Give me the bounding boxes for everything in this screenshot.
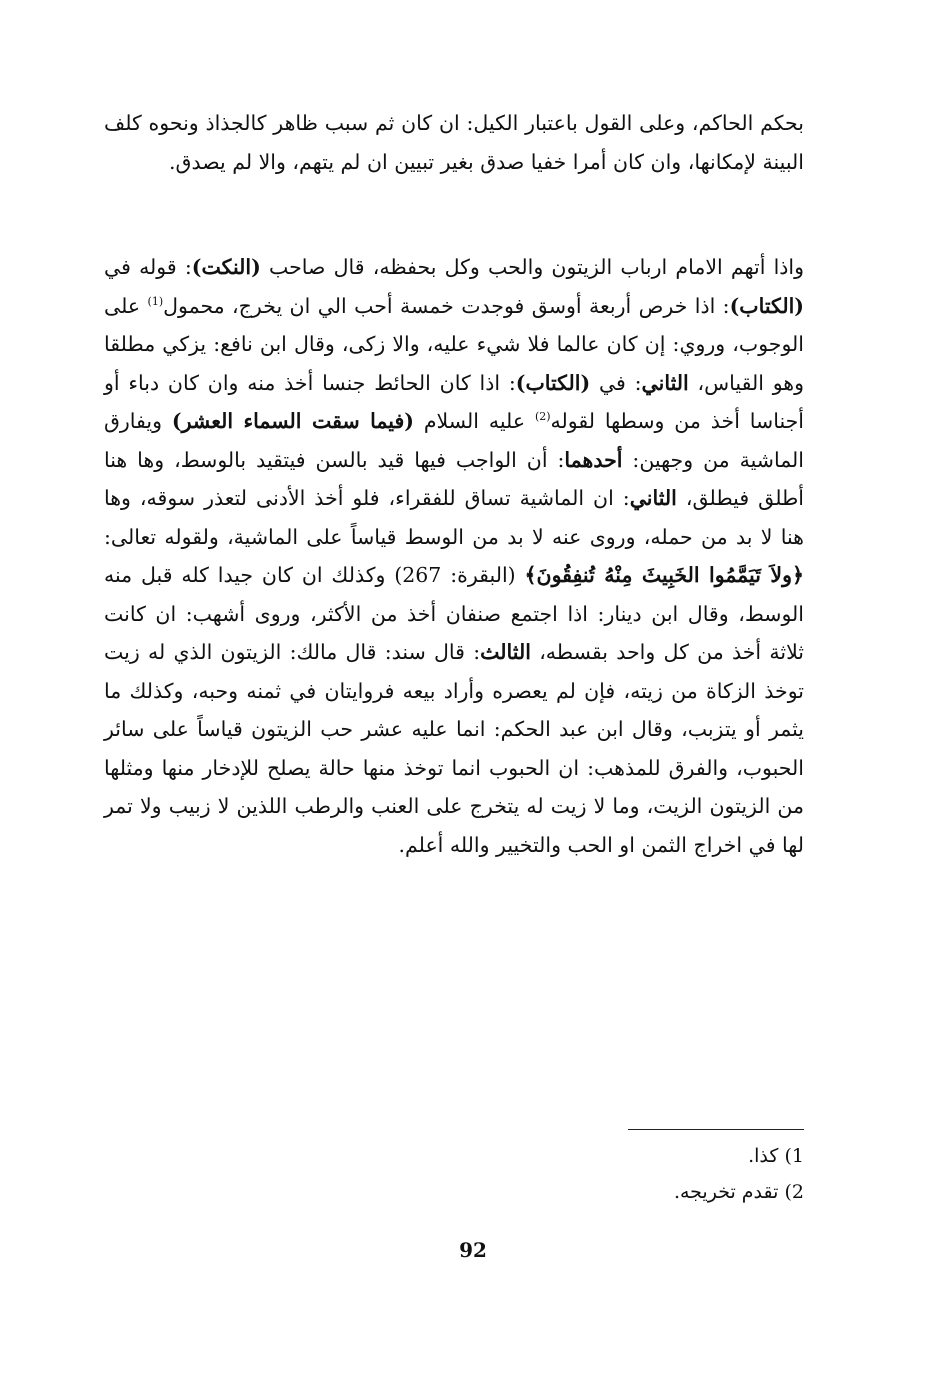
- paragraph-2-segment: عليه السلام: [413, 409, 535, 433]
- paragraph-2-segment: : في: [590, 370, 642, 395]
- footnote-separator: [628, 1129, 804, 1130]
- footnote-2: [674, 1177, 804, 1207]
- paragraph-2-segment: واذا أتهم الامام ارباب الزيتون والحب وكل بحفظه، قال صاحب: [260, 255, 804, 279]
- paragraph-2-segment: على الوجوب، وروي: إن كان عالما فلا شيء عليه، والا زكى، وقال ابن نافع: يزكي مطلقا وهو القياس،: [104, 293, 804, 395]
- footnote-1: [748, 1141, 804, 1171]
- paragraph-2-segment: (2): [534, 410, 551, 424]
- footnote-2-number: 2): [784, 1181, 804, 1203]
- paragraph-2-segment: الثاني: [629, 486, 677, 510]
- paragraph-2-segment: أحدهما: [564, 447, 623, 472]
- paragraph-2-segment: ويفارق الماشية من وجهين:: [104, 409, 804, 472]
- paragraph-2-segment: : قال سند: قال مالك: الزيتون الذي له زيت توخذ الزكاة من زيته، فإن لم يعصره وأراد بيعه فروايتان في ثمنه وحبه، وكذلك ما يثمر أو يتزبب، وقال ابن عبد الحكم: انما عليه عشر حب الزيتون قياساً على سائر الحبوب، والفرق للمذهب: ان الحبوب انما توخذ منها حالة يصلح للإدخار منها ومثلها من الزيتون الزيت، وما لا زيت له يتخرج على العنب والرطب اللذين لا زبيب ولا تمر لها في اخراج الثمن او الحب والتخيير والله أعلم.: [104, 640, 804, 857]
- paragraph-2-segment: : أن الواجب فيها قيد بالسن فيتقيد بالوسط، وها هنا أطلق فيطلق،: [104, 447, 805, 510]
- paragraph-2-segment: (فيما سقت السماء العشر): [171, 409, 414, 433]
- footnote-1-number: 1): [784, 1145, 804, 1167]
- paragraph-2-segment: (1): [147, 294, 164, 308]
- paragraph-2-segment: : قوله في: [104, 255, 192, 279]
- paragraph-2-segment: : ان الماشية تساق للفقراء، فلو أخذ الأدنى لتعذر سوقه، وها هنا لا بد من حمله، وروى عنه لا بد من الوسط قياساً على الماشية، ولقوله تعالى:: [104, 486, 804, 549]
- paragraph-2-segment: الثاني: [641, 370, 689, 395]
- footnote-2-text: تقدم تخريجه.: [673, 1181, 779, 1203]
- paragraph-2-segment: : اذا كان الحائط جنسا أخذ منه وان كان دباء أو أجناسا أخذ من وسطها لقوله: [104, 370, 804, 433]
- footnote-1-text: كذا.: [748, 1145, 779, 1167]
- paragraph-2-segment: : اذا خرص أربعة أوسق فوجدت خمسة أحب الي ان يخرج، محمول: [163, 293, 730, 318]
- paragraph-1-segment: بحكم الحاكم، وعلى القول باعتبار الكيل: ان كان ثم سبب ظاهر كالجذاذ ونحوه كلف البينة لإمكانها، وان كان أمرا خفيا صدق بغير تبيين ان لم يتهم، والا لم يصدق.: [104, 111, 804, 174]
- paragraph-2-segment: (البقرة: 267) وكذلك ان كان جيدا كله قبل منه الوسط، وقال ابن دينار: اذا اجتمع صنفان أخذ من الأكثر، وروى أشهب: ان كانت ثلاثة أخذ من كل واحد بقسطه،: [104, 563, 805, 664]
- paragraph-2-segment: (الكتاب): [729, 293, 804, 318]
- paragraph-2-segment: ﴿ولاَ تَيَمَّمُوا الخَبِيثَ مِنْهُ تُنفِقُونَ﴾: [524, 563, 804, 587]
- paragraph-2-segment: (النكت): [191, 255, 261, 279]
- paragraph-2-segment: (الكتاب): [515, 370, 591, 395]
- paragraph-2-segment: الثالث: [480, 640, 531, 664]
- paragraph-2: [104, 248, 804, 864]
- paragraph-1: [104, 104, 804, 181]
- page-number: 92: [459, 1238, 487, 1262]
